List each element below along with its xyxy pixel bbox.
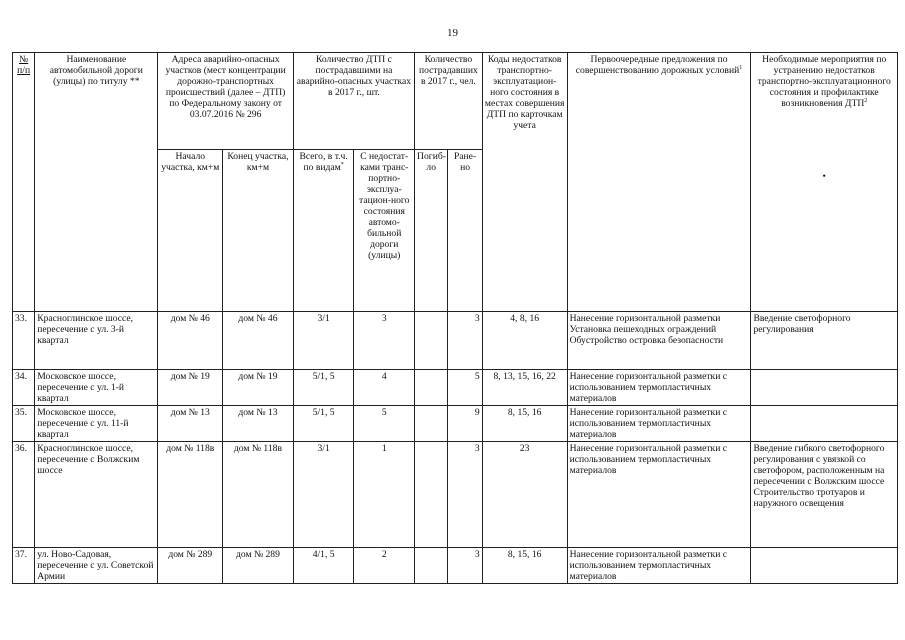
row-measures-line: Введение гибкого светофорного регулирования с увязкой со светофором, расположенным на пересечении с Волжским шоссе — [753, 443, 885, 487]
row-num-cell: 36. — [13, 442, 35, 548]
header-road-name — [35, 53, 158, 312]
row-measures-cell — [751, 442, 898, 548]
row-total-cell: 3/1 — [293, 312, 354, 370]
header-road-name-text: Наименование автомобильной дороги (улицы) по титулу ** — [49, 54, 143, 87]
row-start-cell: дом № 118в — [158, 442, 223, 548]
row-injured-cell: 3 — [448, 548, 482, 584]
row-codes-cell: 8, 15, 16 — [482, 406, 567, 442]
row-start-cell: дом № 19 — [158, 370, 223, 406]
row-start-cell: дом № 46 — [158, 312, 223, 370]
row-total-cell: 4/1, 5 — [293, 548, 354, 584]
row-proposals-line: Нанесение горизонтальной разметки с использованием термопластичных материалов — [569, 443, 728, 476]
row-road-cell: Красноглинское шоссе, пересечение с Волжским шоссе — [35, 442, 158, 548]
row-died-cell — [415, 548, 448, 584]
row-num-cell: 35. — [13, 406, 35, 442]
row-died-cell — [415, 312, 448, 370]
row-proposals-cell — [567, 406, 751, 442]
row-proposals-cell — [567, 442, 751, 548]
row-defects-cell: 4 — [354, 370, 415, 406]
header-total — [293, 150, 354, 312]
header-num: № п/п — [13, 53, 35, 312]
header-measures-text: Необходимые мероприятия по устранению недостатков транспортно-эксплуатационного состояния и профилактике возникновения ДТП — [757, 54, 891, 109]
dtp-table — [12, 52, 898, 584]
row-died-cell — [415, 442, 448, 548]
header-codes: Коды недостатков транспортно-эксплуатацион-ного состояния в местах совершения ДТП по карточкам учета — [482, 53, 567, 312]
row-proposals-cell — [567, 312, 751, 370]
row-start-cell: дом № 289 — [158, 548, 223, 584]
row-measures-cell — [751, 406, 898, 442]
row-start-cell: дом № 13 — [158, 406, 223, 442]
header-proposals-sup: 1 — [739, 64, 743, 71]
row-defects-cell: 2 — [354, 548, 415, 584]
row-measures-cell — [751, 370, 898, 406]
header-measures — [751, 53, 898, 312]
row-codes-cell: 8, 13, 15, 16, 22 — [482, 370, 567, 406]
row-died-cell — [415, 370, 448, 406]
row-measures-line: Введение светофорного регулирования — [753, 313, 851, 335]
row-measures-cell — [751, 312, 898, 370]
row-end-cell: дом № 19 — [223, 370, 294, 406]
row-num-cell: 34. — [13, 370, 35, 406]
header-addresses: Адреса аварийно-опасных участков (мест концентрации дорожно-транспортных происшествий (далее – ДТП) по Федеральному закону от 03.07.2016 № 296 — [158, 53, 293, 150]
row-codes-cell: 4, 8, 16 — [482, 312, 567, 370]
row-total-cell: 3/1 — [293, 442, 354, 548]
row-road-cell: Красноглинское шоссе, пересечение с ул. 3-й квартал — [35, 312, 158, 370]
table-row — [13, 548, 898, 584]
row-proposals-line: Нанесение горизонтальной разметки с использованием термопластичных материалов — [569, 407, 728, 440]
header-proposals-text: Первоочередные предложения по совершенствованию дорожных условий — [575, 54, 740, 76]
row-proposals-line: Установка пешеходных ограждений — [569, 324, 717, 335]
header-injured: Ране-но — [448, 150, 482, 312]
row-codes-cell: 8, 15, 16 — [482, 548, 567, 584]
row-road-cell: Московское шоссе, пересечение с ул. 1-й квартал — [35, 370, 158, 406]
row-num-cell: 37. — [13, 548, 35, 584]
row-proposals-line: Нанесение горизонтальной разметки — [569, 313, 721, 324]
table-row — [13, 370, 898, 406]
row-defects-cell: 3 — [354, 312, 415, 370]
row-num-cell: 33. — [13, 312, 35, 370]
table-row — [13, 312, 898, 370]
row-defects-cell: 1 — [354, 442, 415, 548]
header-dtp-count: Количество ДТП с пострадавшими на аварийно-опасных участках в 2017 г., шт. — [293, 53, 414, 150]
header-total-sup: * — [340, 161, 344, 168]
row-proposals-cell — [567, 370, 751, 406]
table-body — [13, 312, 898, 584]
row-total-cell: 5/1, 5 — [293, 406, 354, 442]
header-end: Конец участка, км+м — [223, 150, 294, 312]
row-injured-cell: 9 — [448, 406, 482, 442]
row-defects-cell: 5 — [354, 406, 415, 442]
page-number: 19 — [447, 27, 458, 39]
row-proposals-line: Обустройство островка безопасности — [569, 335, 724, 346]
row-measures-cell — [751, 548, 898, 584]
row-end-cell: дом № 118в — [223, 442, 294, 548]
header-measures-sup: 2 — [864, 97, 868, 104]
header-total-text: Всего, в т.ч. по видам — [299, 151, 348, 173]
row-codes-cell: 23 — [482, 442, 567, 548]
header-defects: С недостат-ками транс-портно-эксплуа-тацион-ного состояния автомо-бильной дороги (улицы) — [354, 150, 415, 312]
row-injured-cell: 5 — [448, 370, 482, 406]
row-injured-cell: 3 — [448, 312, 482, 370]
header-proposals — [567, 53, 751, 312]
row-road-cell: ул. Ново-Садовая, пересечение с ул. Советской Армии — [35, 548, 158, 584]
table-row — [13, 442, 898, 548]
row-end-cell: дом № 289 — [223, 548, 294, 584]
header-mark: • — [822, 171, 826, 182]
header-victims: Количество пострадавших в 2017 г., чел. — [415, 53, 483, 150]
row-measures-line: Строительство тротуаров и наружного освещения — [753, 487, 865, 509]
row-injured-cell: 3 — [448, 442, 482, 548]
header-died: Погиб-ло — [415, 150, 448, 312]
row-proposals-line: Нанесение горизонтальной разметки с использованием термопластичных материалов — [569, 549, 728, 582]
row-total-cell: 5/1, 5 — [293, 370, 354, 406]
row-proposals-cell — [567, 548, 751, 584]
row-end-cell: дом № 46 — [223, 312, 294, 370]
row-end-cell: дом № 13 — [223, 406, 294, 442]
row-died-cell — [415, 406, 448, 442]
header-start: Начало участка, км+м — [158, 150, 223, 312]
table-row — [13, 406, 898, 442]
row-road-cell: Московское шоссе, пересечение с ул. 11-й квартал — [35, 406, 158, 442]
row-proposals-line: Нанесение горизонтальной разметки с использованием термопластичных материалов — [569, 371, 728, 404]
